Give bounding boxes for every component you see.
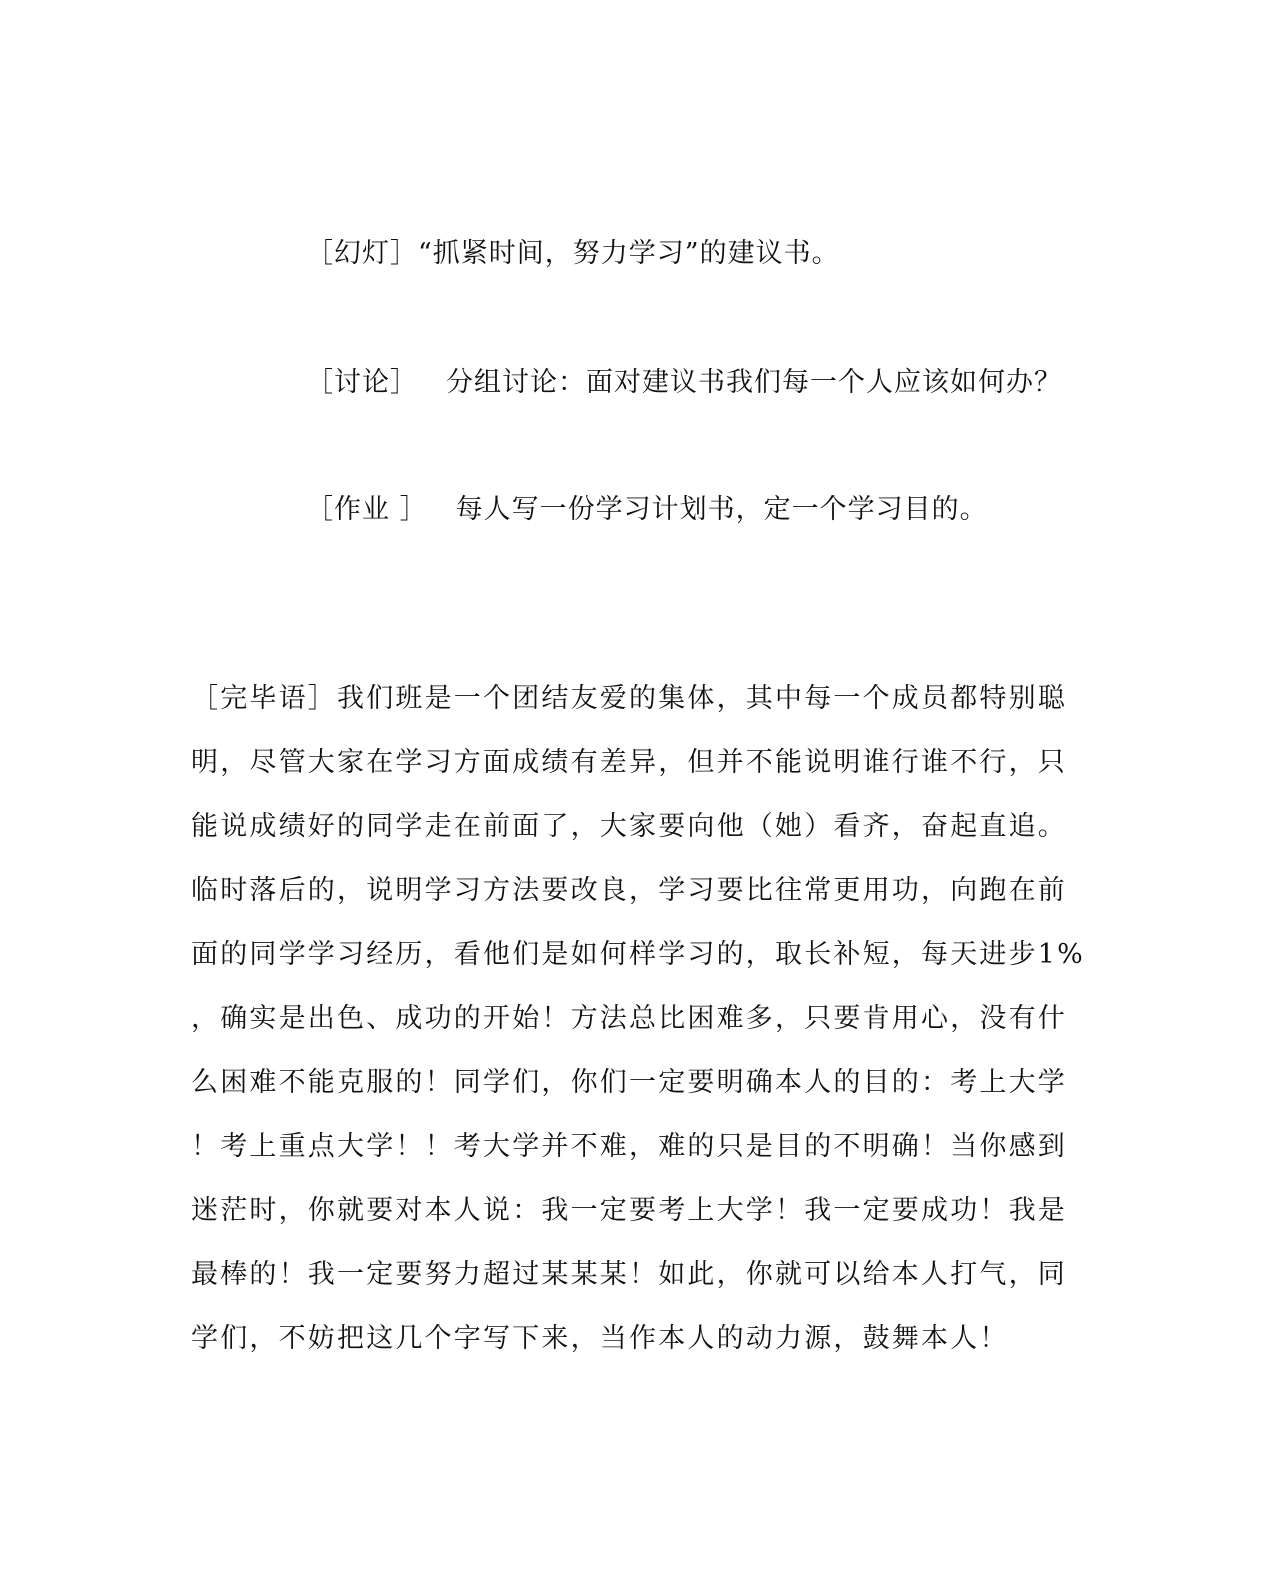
closing-line: 面的同学学习经历，看他们是如何样学习的，取长补短，每天进步1% [191,939,1086,970]
closing-line: 临时落后的，说明学习方法要改良，学习要比往常更用功，向跑在前 [191,875,1067,906]
discussion-label: ［讨论］ [306,367,418,398]
closing-line: 明，尽管大家在学习方面成绩有差异，但并不能说明谁行谁不行，只 [191,747,1067,778]
closing-line: 能说成绩好的同学走在前面了，大家要向他（她）看齐，奋起直追。 [191,811,1067,842]
discussion-text: 分组讨论：面对建议书我们每一个人应该如何办？ [446,367,1062,398]
homework-item [306,492,988,528]
slide-label: ［幻灯］ [306,238,418,269]
slide-text: “抓紧时间，努力学习”的建议书。 [418,238,840,269]
homework-text: 每人写一份学习计划书，定一个学习目的。 [455,494,988,525]
homework-label: ［作业 ］ [306,494,428,525]
closing-line: ，确实是出色、成功的开始！方法总比困难多，只要肯用心，没有什 [191,1003,1067,1034]
closing-remarks-paragraph [191,679,1086,1383]
closing-line: 学们，不妨把这几个字写下来，当作本人的动力源，鼓舞本人！ [191,1323,1009,1354]
slide-item [306,236,840,272]
closing-line: ！考上重点大学！！考大学并不难，难的只是目的不明确！当你感到 [191,1131,1067,1162]
closing-line: 迷茫时，你就要对本人说：我一定要考上大学！我一定要成功！我是 [191,1195,1067,1226]
closing-line: 最棒的！我一定要努力超过某某某！如此，你就可以给本人打气，同 [191,1259,1067,1290]
closing-line: 么困难不能克服的！同学们，你们一定要明确本人的目的：考上大学 [191,1067,1067,1098]
discussion-item [306,365,1062,401]
closing-line: ［完毕语］我们班是一个团结友爱的集体，其中每一个成员都特别聪 [191,683,1067,714]
